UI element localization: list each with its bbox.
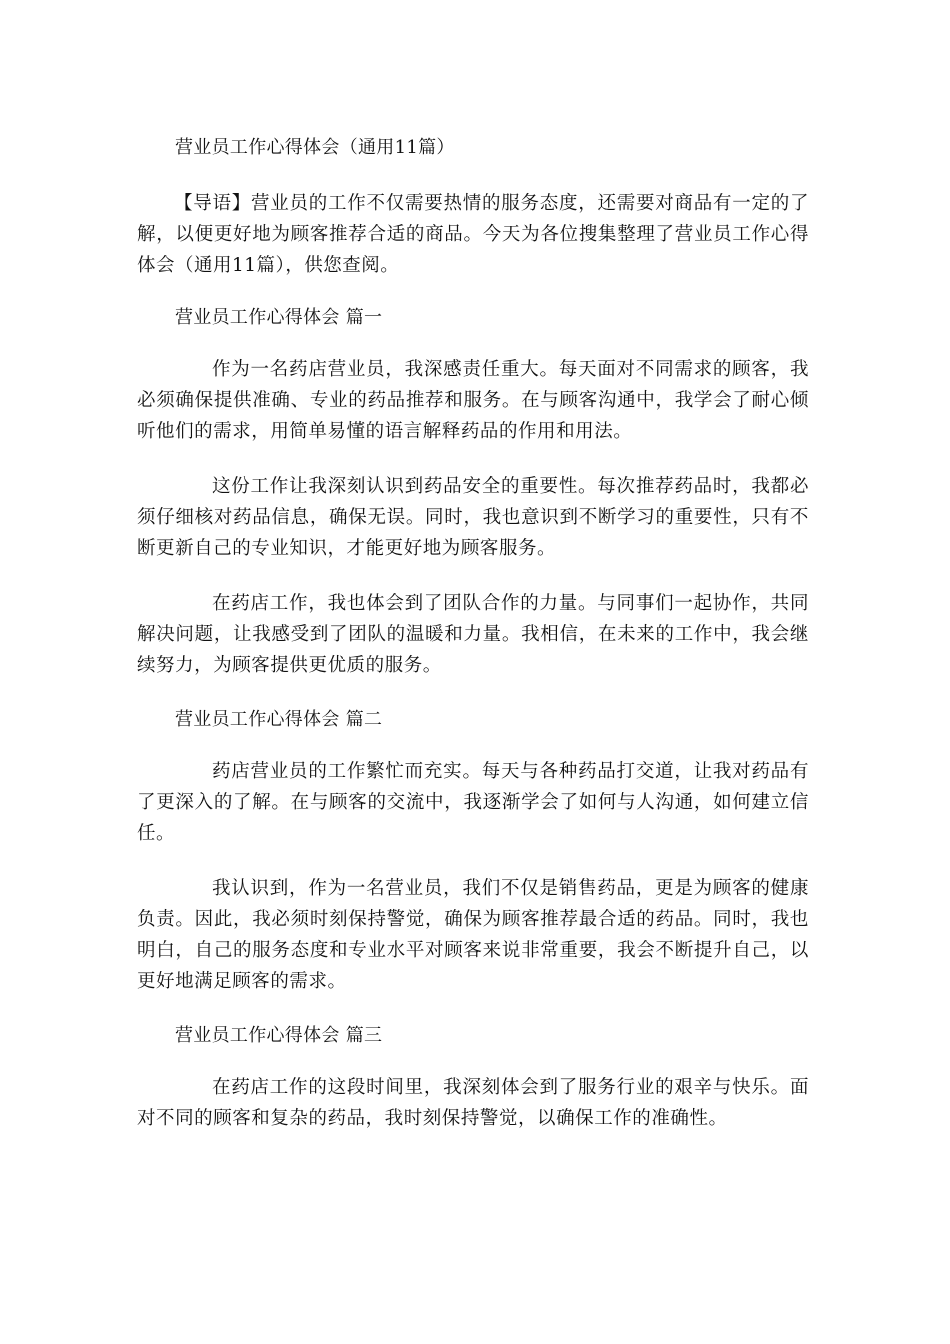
section-heading: 营业员工作心得体会 篇三 [175,1025,383,1046]
body-paragraph: 在药店工作的这段时间里，我深刻体会到了服务行业的艰辛与快乐。面对不同的顾客和复杂的药品，我时刻保持警觉，以确保工作的准确性。 [137,1077,809,1129]
intro-paragraph: 【导语】营业员的工作不仅需要热情的服务态度，还需要对商品有一定的了解，以便更好地为顾客推荐合适的商品。今天为各位搜集整理了营业员工作心得体会（通用11篇），供您查阅。 [137,193,809,276]
body-paragraph: 药店营业员的工作繁忙而充实。每天与各种药品打交道，让我对药品有了更深入的了解。在与顾客的交流中，我逐渐学会了如何与人沟通，如何建立信任。 [137,761,809,844]
section-1 [137,303,809,681]
body-paragraph: 作为一名药店营业员，我深感责任重大。每天面对不同需求的顾客，我必须确保提供准确、专业的药品推荐和服务。在与顾客沟通中，我学会了耐心倾听他们的需求，用简单易懂的语言解释药品的作用和用法。 [137,359,809,442]
section-heading: 营业员工作心得体会 篇二 [175,709,383,730]
document-body [137,132,809,1158]
section-3 [137,1021,809,1134]
body-paragraph: 这份工作让我深刻认识到药品安全的重要性。每次推荐药品时，我都必须仔细核对药品信息，确保无误。同时，我也意识到不断学习的重要性，只有不断更新自己的专业知识，才能更好地为顾客服务。 [137,476,809,559]
section-2 [137,705,809,997]
document-title: 营业员工作心得体会（通用11篇） [175,137,455,158]
body-paragraph: 我认识到，作为一名营业员，我们不仅是销售药品，更是为顾客的健康负责。因此，我必须时刻保持警觉，确保为顾客推荐最合适的药品。同时，我也明白，自己的服务态度和专业水平对顾客来说非常重要，我会不断提升自己，以更好地满足顾客的需求。 [137,878,809,992]
section-heading: 营业员工作心得体会 篇一 [175,307,383,328]
body-paragraph: 在药店工作，我也体会到了团队合作的力量。与同事们一起协作，共同解决问题，让我感受到了团队的温暖和力量。我相信，在未来的工作中，我会继续努力，为顾客提供更优质的服务。 [137,593,809,676]
